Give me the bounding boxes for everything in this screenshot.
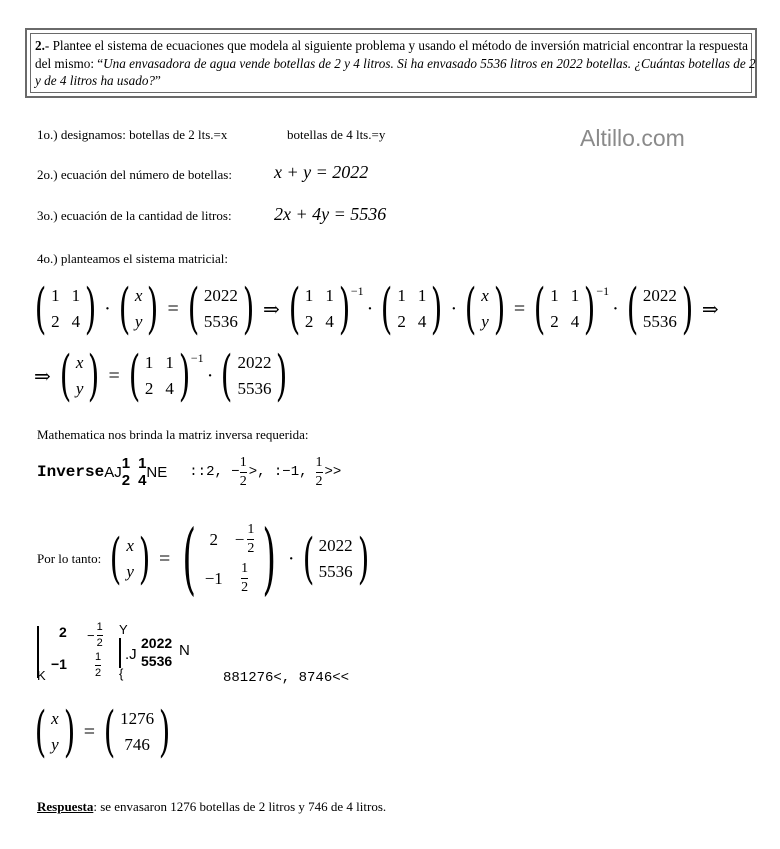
mathematica-output-a: ::2, − xyxy=(189,464,240,480)
answer-label: Respuesta xyxy=(37,799,94,814)
cmd-bracket: AJ xyxy=(104,463,122,481)
matrix-a: ( 1 1 2 4 ) xyxy=(34,277,97,340)
matrix-equation-2: ⇒ ( x y ) = ( 1 1 2 4 ) −1 · ( 2022 5536 ) xyxy=(30,349,293,403)
matrix-a-inverse: ( 1 1 2 4 ) xyxy=(288,277,351,340)
equation-2: 2x + 4y = 5536 xyxy=(274,204,387,224)
equation-1: x + y = 2022 xyxy=(274,162,369,182)
vector-b: ( 2022 5536 ) xyxy=(302,527,369,590)
watermark: Altillo.com xyxy=(580,125,685,151)
vector-b: ( 2022 5536 ) xyxy=(187,277,255,340)
matrix-a-inverse: ( 1 1 2 4 ) xyxy=(533,277,596,340)
mathematica-output-b: >, :−1, xyxy=(248,464,308,480)
mathematica-inverse-cmd xyxy=(37,455,341,489)
therefore-equation: Por lo tanto: ( x y ) = ( 2 − $\frac{1}{2}$ −1 $\frac{1}{2}$ ) · ( 2022 5536 ) xyxy=(37,520,374,598)
step-2: 2o.) ecuación del número de botellas: xyxy=(37,167,232,182)
mathematica-output-c: >> xyxy=(324,464,342,480)
step-1: 1o.) designamos: botellas de 2 lts.=x xyxy=(37,127,228,142)
step-3: 3o.) ecuación de la cantidad de litros: xyxy=(37,208,232,223)
vector-xy: ( x y ) xyxy=(118,277,159,340)
answer xyxy=(37,799,386,815)
mathematica-multiply: K 2 − $\frac{1}{2}$ Y −1 $\frac{1}{2}$ { .J 2022 5536 N 881276<, 8746<< xyxy=(37,621,350,686)
vector-b: ( 2022 5536 ) xyxy=(221,344,288,407)
mathematica-multiply-output: 881276<, 8746<< xyxy=(223,670,350,686)
cmd-name: Inverse xyxy=(37,463,105,481)
inverse-matrix: ( 2 − $\frac{1}{2}$ −1 $\frac{1}{2}$ ) xyxy=(182,514,277,604)
step-1b: botellas de 4 lts.=y xyxy=(287,127,386,142)
problem-quote: Una envasadora de agua vende botellas de 2 y 4 litros. Si ha envasado 5536 litros en 2022 botellas. ¿Cuántas botellas de 2 y de 4 litros ha usado? xyxy=(35,55,756,88)
problem-statement xyxy=(35,37,757,90)
problem-quote-end: ” xyxy=(155,73,161,88)
problem-number: 2. xyxy=(35,38,45,53)
problem-intro: - Plantee el sistema de ecuaciones que modela al siguiente problema y usando el método de inversión matricial encontrar la respuesta del mismo: “ xyxy=(35,38,748,71)
result-vector: ( 1276 746 ) xyxy=(103,700,171,763)
vector-xy: ( x y ) xyxy=(110,527,151,590)
vector-xy: ( x y ) xyxy=(464,277,506,340)
fraction-one-half: $\frac{1}{2}$ xyxy=(315,454,323,489)
step-4: 4o.) planteamos el sistema matricial: xyxy=(37,251,228,266)
result-equation: ( x y ) = ( 1276 746 ) xyxy=(30,705,175,759)
mathematica-intro: Mathematica nos brinda la matriz inversa requerida: xyxy=(37,427,309,442)
cmd-bracket-end: NE xyxy=(146,463,168,481)
vector-xy: ( x y ) xyxy=(34,700,75,763)
cmd-matrix: 1 1 2 4 xyxy=(121,455,147,489)
fraction-one-half: $\frac{1}{2}$ xyxy=(239,454,247,489)
answer-text: : se envasaron 1276 botellas de 2 litros y 746 de 4 litros. xyxy=(93,799,387,814)
vector-b: ( 2022 5536 ) xyxy=(626,277,694,340)
therefore-label: Por lo tanto: xyxy=(37,551,102,566)
vector-xy: ( x y ) xyxy=(59,344,100,407)
matrix-a: ( 1 1 2 4 ) xyxy=(381,277,443,340)
matrix-equation-1: ( 1 1 2 4 ) · ( x y ) = ( 2022 5536 ) ⇒ ( 1 1 2 4 ) −1 · ( 1 1 2 4 ) · ( x y ) = ( 1 1 2 4 ) −1 · ( 2022 5536 ) ⇒ xyxy=(30,282,723,336)
matrix-a-inverse: ( 1 1 2 4 ) xyxy=(128,344,191,407)
